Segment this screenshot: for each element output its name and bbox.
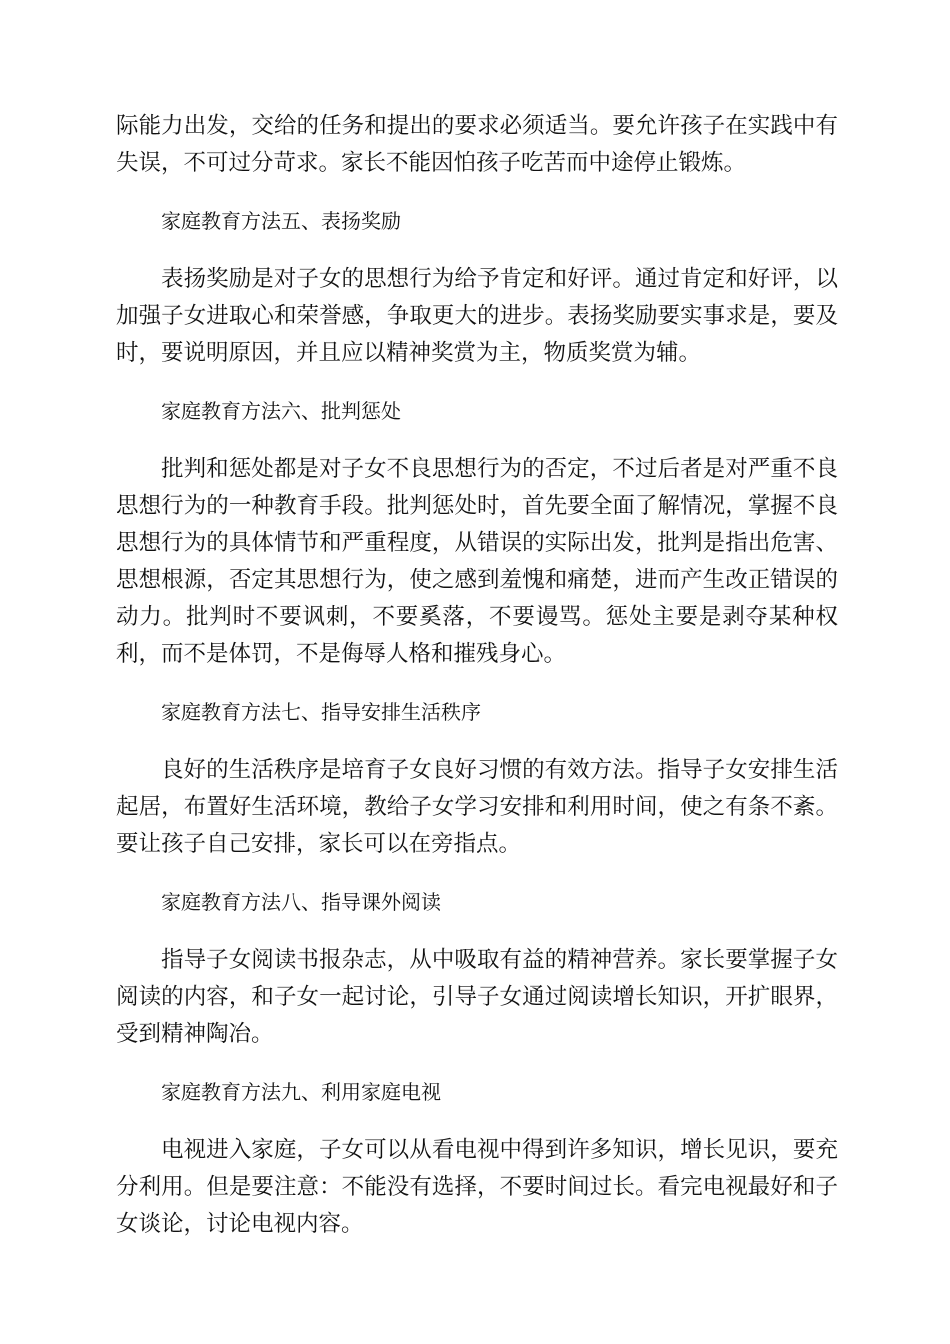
section-heading-nine: 家庭教育方法九、利用家庭电视 [161,1080,441,1104]
paragraph-extracurricular-reading: 指导子女阅读书报杂志，从中吸取有益的精神营养。家长要掌握子女阅读的内容，和子女一起讨论，引导子女通过阅读增长知识，开扩眼界，受到精神陶冶。 [116,947,838,1047]
paragraph-praise-reward: 表扬奖励是对子女的思想行为给予肯定和好评。通过肯定和好评，以加强子女进取心和荣誉感，争取更大的进步。表扬奖励要实事求是，要及时，要说明原因，并且应以精神奖赏为主，物质奖赏为辅。 [116,266,838,366]
paragraph-criticism-punishment: 批判和惩处都是对子女不良思想行为的否定，不过后者是对严重不良思想行为的一种教育手段。批判惩处时，首先要全面了解情况，掌握不良思想行为的具体情节和严重程度，从错误的实际出发，批判是指出危害、思想根源，否定其思想行为，使之感到羞愧和痛楚，进而产生改正错误的动力。批判时不要讽刺，不要奚落，不要谩骂。惩处主要是剥夺某种权利，而不是体罚，不是侮辱人格和摧残身心。 [116,456,838,667]
section-heading-eight: 家庭教育方法八、指导课外阅读 [161,890,441,914]
document-page [116,108,838,1243]
paragraph-life-order: 良好的生活秩序是培育子女良好习惯的有效方法。指导子女安排生活起居，布置好生活环境，教给子女学习安排和利用时间，使之有条不紊。要让孩子自己安排，家长可以在旁指点。 [116,757,838,857]
section-heading-six: 家庭教育方法六、批判惩处 [161,399,401,423]
section-heading-seven: 家庭教育方法七、指导安排生活秩序 [161,700,481,724]
paragraph-family-tv: 电视进入家庭，子女可以从看电视中得到许多知识，增长见识，要充分利用。但是要注意：不能没有选择，不要时间过长。看完电视最好和子女谈论，讨论电视内容。 [116,1137,838,1237]
paragraph-continued: 际能力出发，交给的任务和提出的要求必须适当。要允许孩子在实践中有失误，不可过分苛求。家长不能因怕孩子吃苦而中途停止锻炼。 [116,113,838,176]
section-heading-five: 家庭教育方法五、表扬奖励 [161,209,401,233]
